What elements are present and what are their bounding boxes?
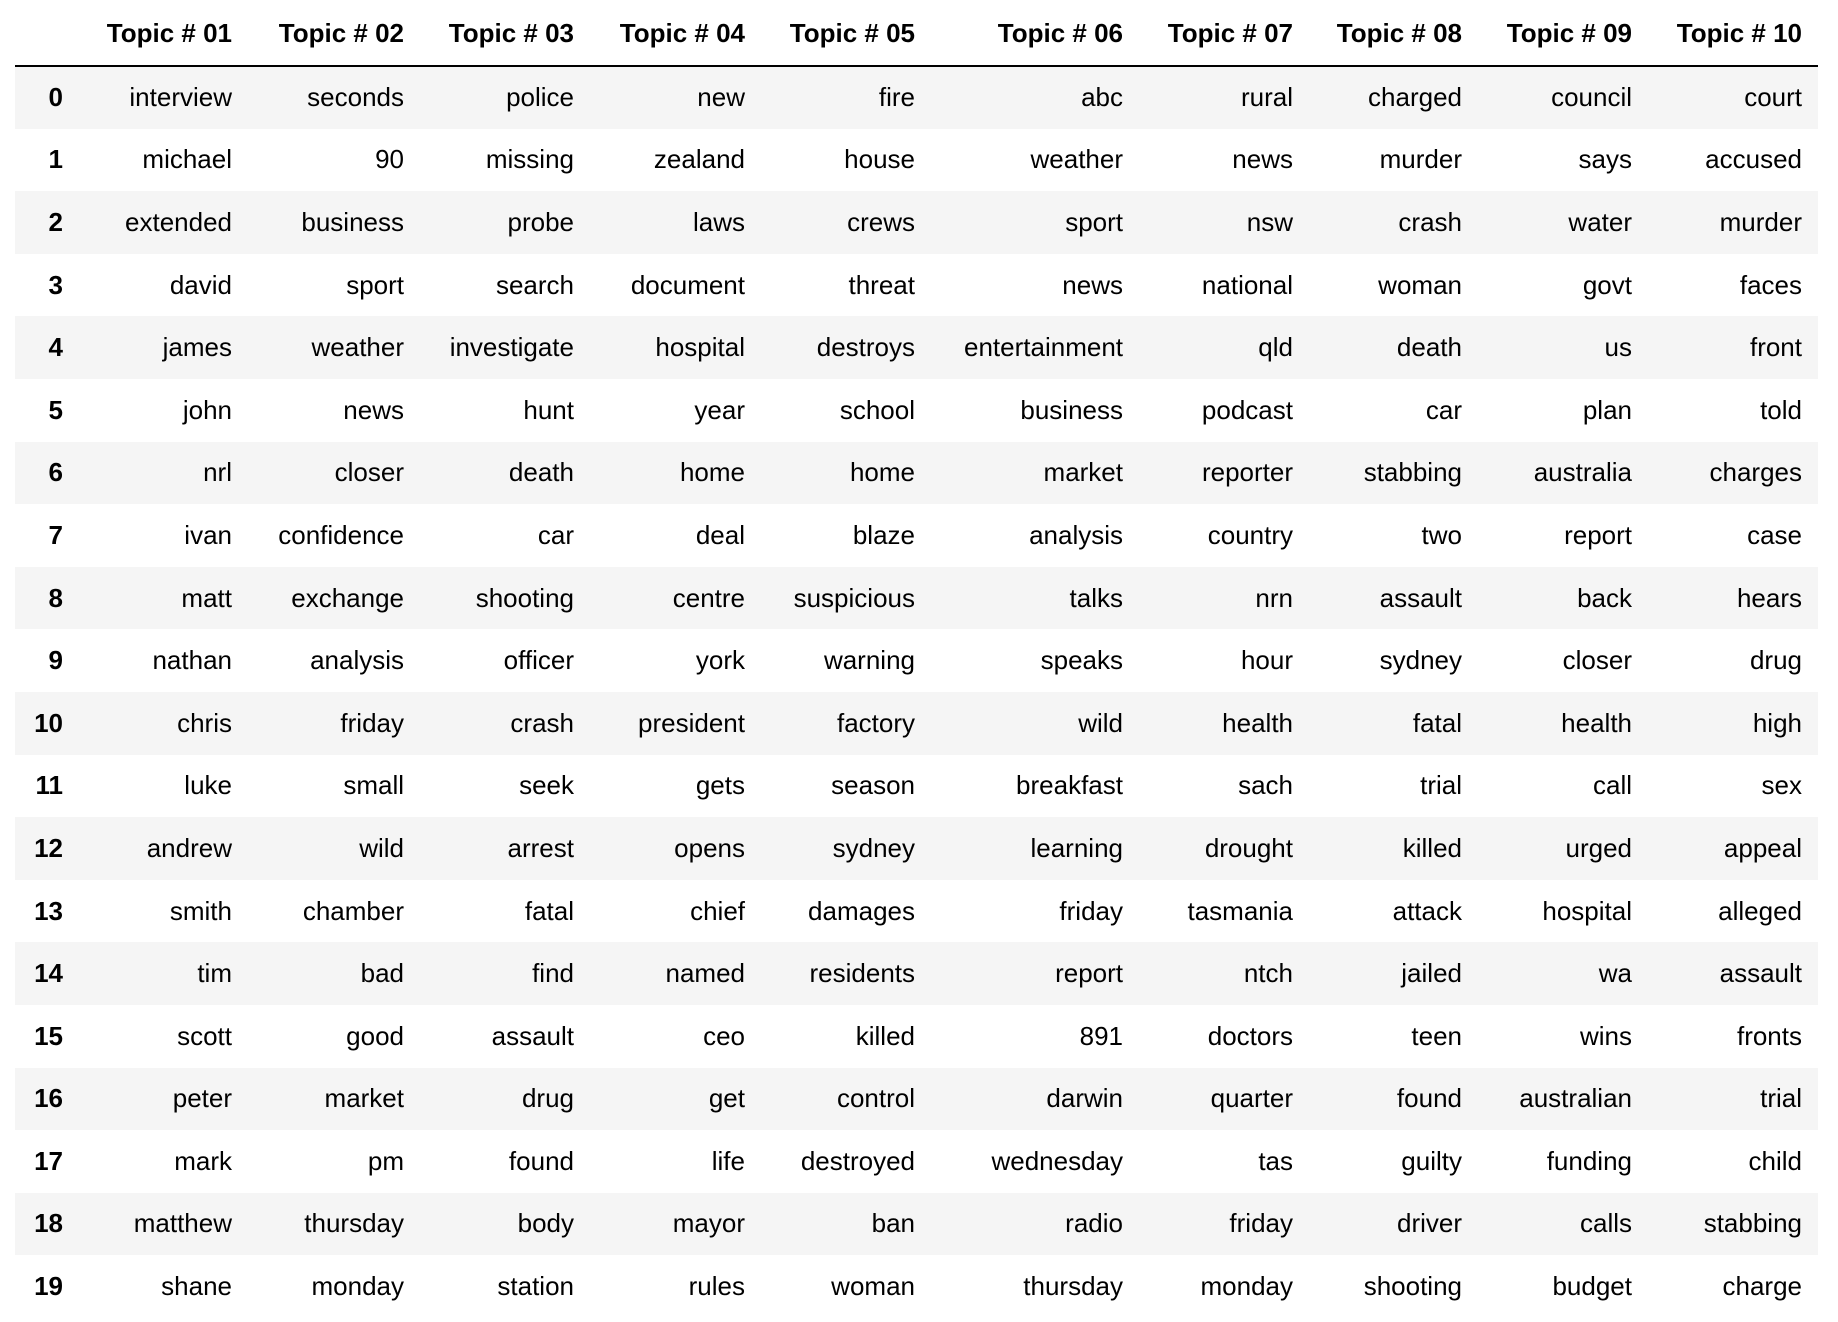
- row-index: 19: [34, 1271, 63, 1302]
- table-cell-topic-03: officer: [503, 645, 574, 676]
- table-cell-topic-08: driver: [1396, 1208, 1462, 1239]
- column-header-topic-03: Topic # 03: [420, 0, 590, 66]
- table-cell-topic-04: president: [638, 707, 745, 738]
- table-cell-topic-10: court: [1744, 82, 1802, 113]
- table-cell-topic-05: blaze: [852, 519, 915, 550]
- table-cell-topic-10: stabbing: [1703, 1208, 1802, 1239]
- table-cell-topic-09: wins: [1579, 1020, 1632, 1051]
- table-cell-topic-09: hospital: [1542, 895, 1632, 926]
- table-cell-topic-06: weather: [1030, 144, 1123, 175]
- table-cell-topic-05: killed: [855, 1020, 915, 1051]
- table-cell-topic-10: accused: [1705, 144, 1802, 175]
- table-cell-topic-07: sach: [1238, 770, 1293, 801]
- table-cell-topic-09: australian: [1519, 1083, 1632, 1114]
- table-cell-topic-06: wild: [1078, 707, 1123, 738]
- table-row: [15, 129, 1818, 192]
- table-cell-topic-08: two: [1421, 519, 1462, 550]
- table-cell-topic-09: closer: [1562, 645, 1632, 676]
- column-header-topic-05: Topic # 05: [761, 0, 931, 66]
- table-cell-topic-09: plan: [1582, 394, 1632, 425]
- table-row: [15, 692, 1818, 755]
- table-cell-topic-05: woman: [831, 1271, 915, 1302]
- table-cell-topic-02: seconds: [307, 82, 404, 113]
- table-cell-topic-04: life: [711, 1145, 745, 1176]
- table-cell-topic-03: body: [517, 1208, 574, 1239]
- table-cell-topic-06: abc: [1081, 82, 1123, 113]
- table-cell-topic-09: calls: [1579, 1208, 1632, 1239]
- table-cell-topic-06: speaks: [1040, 645, 1123, 676]
- table-cell-topic-05: school: [839, 394, 915, 425]
- table-cell-topic-08: charged: [1368, 82, 1462, 113]
- table-cell-topic-09: health: [1561, 707, 1632, 738]
- table-cell-topic-03: found: [508, 1145, 574, 1176]
- table-cell-topic-09: australia: [1533, 457, 1632, 488]
- row-index: 17: [34, 1145, 63, 1176]
- table-cell-topic-04: opens: [674, 832, 745, 863]
- table-cell-topic-09: wa: [1598, 958, 1632, 989]
- table-cell-topic-03: find: [532, 958, 574, 989]
- table-cell-topic-01: nrl: [203, 457, 232, 488]
- table-cell-topic-10: drug: [1749, 645, 1802, 676]
- table-row: [15, 1068, 1818, 1131]
- table-cell-topic-03: crash: [510, 707, 574, 738]
- table-row: [15, 379, 1818, 442]
- table-body: [15, 66, 1818, 1318]
- table-cell-topic-02: friday: [340, 707, 404, 738]
- table-cell-topic-05: damages: [808, 895, 915, 926]
- table-cell-topic-06: news: [1062, 269, 1123, 300]
- row-index: 0: [48, 82, 63, 113]
- table-row: [15, 66, 1818, 129]
- table-header: [15, 0, 1818, 66]
- table-cell-topic-03: shooting: [475, 582, 574, 613]
- table-cell-topic-04: document: [630, 269, 745, 300]
- table-cell-topic-04: ceo: [703, 1020, 745, 1051]
- table-cell-topic-02: business: [301, 206, 404, 237]
- table-cell-topic-09: water: [1568, 206, 1632, 237]
- row-index: 8: [48, 582, 63, 613]
- table-cell-topic-10: charge: [1722, 1271, 1802, 1302]
- table-cell-topic-06: radio: [1065, 1208, 1123, 1239]
- table-cell-topic-07: rural: [1240, 82, 1293, 113]
- table-cell-topic-05: house: [844, 144, 915, 175]
- table-cell-topic-02: sport: [346, 269, 404, 300]
- column-header-topic-06: Topic # 06: [931, 0, 1139, 66]
- table-cell-topic-10: charges: [1709, 457, 1802, 488]
- table-cell-topic-04: mayor: [672, 1208, 745, 1239]
- table-row: [15, 191, 1818, 254]
- table-cell-topic-03: fatal: [524, 895, 574, 926]
- table-cell-topic-01: andrew: [146, 832, 232, 863]
- table-cell-topic-05: destroyed: [800, 1145, 915, 1176]
- table-cell-topic-10: told: [1760, 394, 1802, 425]
- row-index: 7: [48, 519, 63, 550]
- column-header-topic-08: Topic # 08: [1309, 0, 1478, 66]
- table-cell-topic-08: fatal: [1412, 707, 1462, 738]
- table-row: [15, 1255, 1818, 1318]
- table-cell-topic-07: podcast: [1201, 394, 1293, 425]
- table-cell-topic-06: market: [1043, 457, 1123, 488]
- table-cell-topic-08: woman: [1378, 269, 1462, 300]
- table-cell-topic-01: scott: [177, 1020, 232, 1051]
- table-cell-topic-10: high: [1752, 707, 1802, 738]
- table-cell-topic-08: sydney: [1379, 645, 1462, 676]
- table-cell-topic-04: gets: [695, 770, 745, 801]
- table-cell-topic-08: death: [1396, 332, 1462, 363]
- table-cell-topic-08: killed: [1402, 832, 1462, 863]
- table-cell-topic-09: back: [1577, 582, 1632, 613]
- table-cell-topic-01: michael: [142, 144, 232, 175]
- table-cell-topic-04: centre: [672, 582, 745, 613]
- table-cell-topic-01: shane: [161, 1271, 232, 1302]
- row-index: 10: [34, 707, 63, 738]
- table-cell-topic-03: seek: [519, 770, 574, 801]
- table-cell-topic-04: year: [694, 394, 745, 425]
- table-cell-topic-07: national: [1201, 269, 1293, 300]
- row-index: 3: [48, 269, 63, 300]
- column-header-topic-04: Topic # 04: [590, 0, 761, 66]
- table-cell-topic-05: crews: [847, 206, 915, 237]
- table-cell-topic-03: station: [497, 1271, 574, 1302]
- row-index: 11: [35, 770, 63, 801]
- table-cell-topic-06: breakfast: [1016, 770, 1123, 801]
- table-cell-topic-08: found: [1396, 1083, 1462, 1114]
- table-cell-topic-02: small: [343, 770, 404, 801]
- row-index: 14: [34, 958, 63, 989]
- table-cell-topic-07: quarter: [1210, 1083, 1293, 1114]
- table-cell-topic-03: car: [537, 519, 574, 550]
- table-cell-topic-09: report: [1564, 519, 1632, 550]
- table-cell-topic-07: nrn: [1255, 582, 1293, 613]
- table-cell-topic-06: wednesday: [991, 1145, 1123, 1176]
- table-row: [15, 942, 1818, 1005]
- table-row: [15, 1130, 1818, 1193]
- table-cell-topic-10: appeal: [1723, 832, 1802, 863]
- table-cell-topic-07: tasmania: [1187, 895, 1293, 926]
- table-cell-topic-03: drug: [521, 1083, 574, 1114]
- table-cell-topic-01: extended: [125, 206, 232, 237]
- table-cell-topic-01: nathan: [152, 645, 232, 676]
- table-cell-topic-03: investigate: [449, 332, 574, 363]
- table-cell-topic-02: closer: [334, 457, 404, 488]
- table-cell-topic-05: residents: [809, 958, 915, 989]
- table-cell-topic-07: nsw: [1246, 206, 1293, 237]
- table-cell-topic-03: missing: [485, 144, 574, 175]
- table-cell-topic-09: urged: [1565, 832, 1632, 863]
- table-cell-topic-01: david: [169, 269, 232, 300]
- table-cell-topic-02: market: [324, 1083, 404, 1114]
- table-cell-topic-08: guilty: [1401, 1145, 1462, 1176]
- table-cell-topic-06: entertainment: [964, 332, 1123, 363]
- table-cell-topic-07: friday: [1229, 1208, 1293, 1239]
- table-cell-topic-02: weather: [311, 332, 404, 363]
- table-cell-topic-01: mark: [174, 1145, 232, 1176]
- table-cell-topic-01: tim: [197, 958, 232, 989]
- table-cell-topic-10: faces: [1739, 269, 1802, 300]
- table-cell-topic-05: suspicious: [793, 582, 915, 613]
- table-cell-topic-10: sex: [1761, 770, 1802, 801]
- table-row: [15, 817, 1818, 880]
- table-cell-topic-07: reporter: [1201, 457, 1293, 488]
- table-cell-topic-10: trial: [1760, 1083, 1802, 1114]
- table-cell-topic-09: budget: [1552, 1271, 1632, 1302]
- table-cell-topic-08: assault: [1379, 582, 1462, 613]
- table-cell-topic-10: case: [1747, 519, 1802, 550]
- table-cell-topic-07: qld: [1258, 332, 1293, 363]
- row-index: 15: [34, 1020, 63, 1051]
- table-cell-topic-04: named: [665, 958, 745, 989]
- table-cell-topic-08: crash: [1398, 206, 1462, 237]
- table-cell-topic-04: hospital: [655, 332, 745, 363]
- table-cell-topic-10: fronts: [1736, 1020, 1802, 1051]
- table-cell-topic-01: matt: [181, 582, 232, 613]
- table-cell-topic-08: attack: [1392, 895, 1462, 926]
- table-cell-topic-08: teen: [1411, 1020, 1462, 1051]
- table-cell-topic-04: zealand: [653, 144, 745, 175]
- table-cell-topic-10: hears: [1736, 582, 1802, 613]
- table-cell-topic-07: tas: [1258, 1145, 1293, 1176]
- table-cell-topic-02: monday: [311, 1271, 404, 1302]
- table-cell-topic-01: matthew: [133, 1208, 232, 1239]
- table-cell-topic-03: death: [508, 457, 574, 488]
- table-cell-topic-05: fire: [878, 82, 915, 113]
- table-row: [15, 316, 1818, 379]
- table-cell-topic-05: warning: [823, 645, 915, 676]
- table-row: [15, 442, 1818, 505]
- table-row: [15, 629, 1818, 692]
- table-cell-topic-05: control: [836, 1083, 915, 1114]
- column-header-topic-01: Topic # 01: [79, 0, 248, 66]
- table-cell-topic-02: wild: [359, 832, 404, 863]
- table-cell-topic-01: john: [182, 394, 232, 425]
- table-cell-topic-03: search: [495, 269, 574, 300]
- table-cell-topic-07: monday: [1200, 1271, 1293, 1302]
- table-cell-topic-02: analysis: [310, 645, 404, 676]
- table-cell-topic-06: darwin: [1046, 1083, 1123, 1114]
- table-cell-topic-02: 90: [375, 144, 404, 175]
- table-row: [15, 254, 1818, 317]
- table-row: [15, 1005, 1818, 1068]
- topic-keywords-table: [15, 0, 1818, 1318]
- row-index: 13: [34, 895, 63, 926]
- table-cell-topic-06: learning: [1030, 832, 1123, 863]
- table-cell-topic-01: peter: [172, 1083, 232, 1114]
- table-cell-topic-05: home: [849, 457, 915, 488]
- table-cell-topic-09: says: [1578, 144, 1632, 175]
- row-index: 4: [48, 332, 63, 363]
- table-cell-topic-10: assault: [1719, 958, 1802, 989]
- table-cell-topic-05: ban: [871, 1208, 915, 1239]
- table-cell-topic-02: confidence: [278, 519, 404, 550]
- table-row: [15, 1193, 1818, 1256]
- table-cell-topic-01: interview: [129, 82, 232, 113]
- column-header-topic-10: Topic # 10: [1648, 0, 1818, 66]
- table-cell-topic-02: thursday: [304, 1208, 404, 1239]
- row-index: 1: [48, 144, 63, 175]
- table-cell-topic-04: get: [708, 1083, 745, 1114]
- header-row: [15, 0, 1818, 66]
- table-cell-topic-03: probe: [507, 206, 574, 237]
- table-cell-topic-03: assault: [491, 1020, 574, 1051]
- table-cell-topic-09: funding: [1546, 1145, 1632, 1176]
- table-cell-topic-09: council: [1551, 82, 1632, 113]
- table-cell-topic-06: friday: [1059, 895, 1123, 926]
- table-cell-topic-04: york: [695, 645, 745, 676]
- table-row: [15, 755, 1818, 818]
- index-header: [15, 0, 79, 66]
- column-header-topic-07: Topic # 07: [1139, 0, 1309, 66]
- table-cell-topic-07: news: [1232, 144, 1293, 175]
- table-row: [15, 880, 1818, 943]
- table-cell-topic-05: sydney: [832, 832, 915, 863]
- table-cell-topic-07: health: [1222, 707, 1293, 738]
- table-cell-topic-03: hunt: [523, 394, 574, 425]
- table-cell-topic-07: ntch: [1243, 958, 1293, 989]
- row-index: 6: [48, 457, 63, 488]
- table-cell-topic-06: report: [1055, 958, 1123, 989]
- table-cell-topic-01: smith: [169, 895, 232, 926]
- table-cell-topic-01: luke: [184, 770, 232, 801]
- table-cell-topic-09: call: [1592, 770, 1632, 801]
- row-index: 9: [48, 645, 63, 676]
- table-cell-topic-05: season: [831, 770, 915, 801]
- table-row: [15, 567, 1818, 630]
- table-cell-topic-02: news: [343, 394, 404, 425]
- table-cell-topic-05: destroys: [816, 332, 915, 363]
- table-cell-topic-08: jailed: [1401, 958, 1462, 989]
- table-cell-topic-06: talks: [1069, 582, 1123, 613]
- table-cell-topic-01: chris: [177, 707, 232, 738]
- table-cell-topic-04: new: [697, 82, 745, 113]
- table-cell-topic-10: murder: [1719, 206, 1802, 237]
- table-cell-topic-08: shooting: [1363, 1271, 1462, 1302]
- table-cell-topic-02: exchange: [291, 582, 404, 613]
- table-cell-topic-08: car: [1425, 394, 1462, 425]
- row-index: 16: [34, 1083, 63, 1114]
- table-cell-topic-03: police: [506, 82, 574, 113]
- table-cell-topic-06: business: [1020, 394, 1123, 425]
- table-cell-topic-08: murder: [1379, 144, 1462, 175]
- column-header-topic-09: Topic # 09: [1478, 0, 1648, 66]
- table-cell-topic-09: us: [1604, 332, 1632, 363]
- table-cell-topic-06: analysis: [1029, 519, 1123, 550]
- table-cell-topic-04: home: [679, 457, 745, 488]
- row-index: 5: [48, 394, 63, 425]
- table-cell-topic-02: bad: [360, 958, 404, 989]
- row-index: 12: [34, 832, 63, 863]
- table-cell-topic-08: trial: [1420, 770, 1462, 801]
- table-cell-topic-06: 891: [1079, 1020, 1123, 1051]
- table-cell-topic-10: alleged: [1718, 895, 1802, 926]
- table-cell-topic-04: rules: [688, 1271, 745, 1302]
- table-cell-topic-04: chief: [690, 895, 745, 926]
- table-cell-topic-01: ivan: [184, 519, 232, 550]
- table-cell-topic-01: james: [162, 332, 232, 363]
- table-cell-topic-08: stabbing: [1363, 457, 1462, 488]
- table-cell-topic-02: chamber: [302, 895, 404, 926]
- table-cell-topic-05: factory: [836, 707, 915, 738]
- table-cell-topic-10: child: [1748, 1145, 1802, 1176]
- table-cell-topic-05: threat: [848, 269, 915, 300]
- table-cell-topic-06: thursday: [1023, 1271, 1123, 1302]
- table-row: [15, 504, 1818, 567]
- table-cell-topic-03: arrest: [507, 832, 574, 863]
- table-cell-topic-06: sport: [1065, 206, 1123, 237]
- table-cell-topic-04: laws: [692, 206, 745, 237]
- table-cell-topic-07: hour: [1240, 645, 1293, 676]
- column-header-topic-02: Topic # 02: [248, 0, 420, 66]
- table-cell-topic-02: good: [346, 1020, 404, 1051]
- row-index: 18: [34, 1208, 63, 1239]
- table-cell-topic-02: pm: [367, 1145, 404, 1176]
- table-cell-topic-07: drought: [1204, 832, 1293, 863]
- table-cell-topic-10: front: [1749, 332, 1802, 363]
- table-cell-topic-07: country: [1207, 519, 1293, 550]
- row-index: 2: [48, 206, 63, 237]
- table-cell-topic-09: govt: [1582, 269, 1632, 300]
- table-cell-topic-04: deal: [695, 519, 745, 550]
- table-cell-topic-07: doctors: [1207, 1020, 1293, 1051]
